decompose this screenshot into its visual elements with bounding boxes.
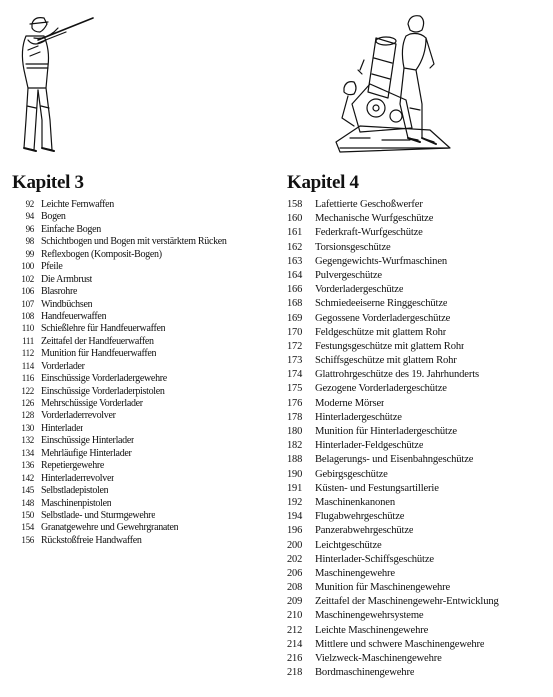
toc-entry-label: Schießlehre für Handfeuerwaffen [41,323,166,335]
toc-entry [12,322,277,334]
toc-page-number: 126 [21,398,34,408]
toc-entry-label: Vorderladerrevolver [41,410,116,422]
toc-entry [287,666,549,680]
toc-entry [12,484,277,496]
toc-page-number: 130 [21,422,34,433]
toc-page-number: 114 [21,360,34,371]
toc-entry-label: Rückstoßfreie Handwaffen [41,534,142,546]
toc-page-number: 206 [287,567,303,579]
toc-entry [12,273,277,285]
toc-page-number: 170 [287,326,303,338]
toc-page-number: 111 [22,335,34,346]
toc-entry [287,539,549,553]
toc-entry-label: Vielzweck-Maschinengewehre [315,653,442,664]
rifleman-illustration [14,10,94,155]
toc-page-number: 216 [287,653,303,664]
toc-page-number: 173 [287,355,303,367]
toc-page-number: 188 [287,454,303,466]
toc-entry [287,411,549,425]
toc-entry-label: Belagerungs- und Eisenbahngeschütze [315,454,474,466]
toc-entry-label: Maschinengewehre [315,567,395,579]
toc-entry [287,368,549,382]
toc-page-number: 218 [287,667,303,679]
toc-page-number: 122 [21,385,34,396]
toc-page-number: 163 [287,255,303,267]
toc-page-number: 134 [21,447,34,458]
toc-entry-label: Windbüchsen [41,298,93,310]
toc-entry [287,226,549,240]
mortar-crew-illustration [330,8,455,158]
toc-entry [287,269,549,283]
toc-page-number: 182 [287,440,303,452]
toc-entry-label: Munition für Maschinengewehre [315,582,451,594]
toc-page-number: 148 [21,497,34,508]
toc-entry [12,385,277,397]
toc-entry [287,652,549,666]
toc-entry-label: Gebirgsgeschütze [315,468,388,480]
toc-entry [287,425,549,439]
toc-entry-label: Maschinenpistolen [41,497,112,509]
toc-entry [12,509,277,521]
toc-entry [287,468,549,482]
chapter-3-toc-list [12,198,277,546]
toc-entry [287,609,549,623]
chapter-4-title: Kapitel 4 [287,172,359,193]
toc-entry [287,581,549,595]
toc-entry-label: Küsten- und Festungsartillerie [315,482,439,494]
toc-entry-label: Pfeile [41,261,63,273]
toc-page-number: 145 [21,485,34,496]
toc-entry-label: Pulvergeschütze [315,269,382,281]
toc-page-number: 210 [287,610,303,622]
toc-page-number: 202 [287,553,303,565]
toc-page-number: 102 [21,273,34,284]
toc-page-number: 99 [25,248,34,259]
toc-entry [287,255,549,269]
toc-entry-label: Mehrschüssige Vorderlader [41,398,143,409]
toc-entry [287,382,549,396]
toc-entry [287,524,549,538]
toc-page-number: 107 [21,298,34,309]
toc-entry [12,434,277,446]
toc-entry [12,248,277,260]
toc-entry-label: Festungsgeschütze mit glattem Rohr [315,340,465,352]
toc-entry-label: Vorderladergeschütze [315,284,404,296]
toc-entry [287,297,549,311]
toc-entry [12,223,277,235]
toc-page-number: 168 [287,298,303,310]
toc-entry [12,521,277,533]
toc-entry-label: Hinterladergeschütze [315,411,402,423]
toc-entry [12,260,277,272]
toc-entry-label: Zeittafel der Maschinengewehr-Entwicklung [315,596,499,608]
toc-page-number: 191 [287,482,303,494]
toc-entry [12,210,277,222]
toc-entry [287,624,549,638]
toc-entry-label: Federkraft-Wurfgeschütze [315,227,423,239]
toc-page-number: 166 [287,284,303,296]
toc-entry-label: Zeittafel der Handfeuerwaffen [41,335,154,347]
toc-page-number: 98 [25,236,34,247]
toc-entry [287,496,549,510]
toc-page-number: 164 [287,269,303,281]
toc-entry-label: Schiffsgeschütze mit glattem Rohr [315,355,457,367]
toc-entry-label: Flugabwehrgeschütze [315,511,405,523]
toc-entry-label: Schmiedeeiserne Ringgeschütze [315,298,448,310]
toc-entry-label: Die Armbrust [41,273,93,285]
chapter-4-toc-list [287,198,549,680]
toc-entry-label: Vorderlader [41,360,85,372]
toc-entry [287,638,549,652]
toc-page-number: 160 [287,213,303,225]
toc-entry [287,241,549,255]
toc-entry-label: Handfeuerwaffen [41,310,107,322]
toc-entry [287,212,549,226]
toc-entry-label: Munition für Handfeuerwaffen [41,348,157,360]
toc-entry-label: Schichtbogen und Bogen mit verstärktem Rücken [41,236,227,248]
toc-page-number: 150 [21,509,34,520]
toc-entry-label: Hinterlader [41,422,84,434]
toc-page-number: 176 [287,397,303,409]
toc-entry-label: Bordmaschinengewehre [315,667,415,679]
toc-entry-label: Torsionsgeschütze [315,241,391,253]
toc-entry-label: Hinterlader-Feldgeschütze [315,440,424,452]
toc-entry [287,567,549,581]
toc-entry-label: Hinterladerrevolver [41,472,115,484]
toc-entry [12,285,277,297]
toc-entry [287,439,549,453]
toc-page-number: 156 [21,534,34,545]
toc-entry-label: Leichte Fernwaffen [41,199,114,210]
toc-page-number: 175 [287,383,303,395]
toc-entry [12,198,277,210]
toc-entry [287,283,549,297]
toc-entry [12,447,277,459]
toc-entry-label: Hinterlader-Schiffsgeschütze [315,553,434,565]
toc-entry [12,360,277,372]
toc-page-number: 194 [287,511,303,523]
toc-entry [12,422,277,434]
toc-entry-label: Einfache Bogen [41,223,101,235]
toc-page-number: 94 [25,211,34,222]
toc-page-number: 169 [287,312,303,324]
toc-entry [287,397,549,411]
toc-entry-label: Blasrohre [41,286,78,298]
toc-entry-label: Panzerabwehrgeschütze [315,525,414,537]
toc-entry [287,326,549,340]
toc-entry-label: Moderne Mörser [315,397,385,409]
toc-entry-label: Bogen [41,211,66,223]
toc-page-number: 158 [287,199,303,210]
toc-entry [12,298,277,310]
toc-entry-label: Granatgewehre und Gewehrgranaten [41,522,179,534]
toc-entry-label: Einschüssige Hinterlader [41,435,135,447]
toc-entry-label: Lafettierte Geschoßwerfer [315,199,423,210]
toc-page-number: 200 [287,539,303,551]
chapter-3-section [12,172,277,546]
toc-entry-label: Mechanische Wurfgeschütze [315,213,434,225]
toc-entry-label: Maschinengewehrsysteme [315,610,424,622]
toc-page-number: 108 [21,310,34,321]
toc-entry-label: Feldgeschütze mit glattem Rohr [315,326,447,338]
toc-entry-label: Munition für Hinterladergeschütze [315,426,457,437]
toc-page-number: 116 [21,373,34,384]
toc-entry-label: Leichte Maschinengewehre [315,624,429,636]
toc-entry [12,235,277,247]
toc-page-number: 96 [25,223,34,234]
toc-entry [287,553,549,567]
toc-entry-label: Reflexbogen (Komposit-Bogen) [41,248,162,260]
toc-page-number: 162 [287,241,303,253]
toc-entry-label: Mittlere und schwere Maschinengewehre [315,638,485,650]
toc-page-number: 190 [287,468,303,480]
toc-entry [12,409,277,421]
toc-entry-label: Selbstladepistolen [41,485,109,497]
toc-entry-label: Glattrohrgeschütze des 19. Jahrhunderts [315,369,479,381]
toc-page-number: 142 [21,472,34,483]
toc-page-number: 172 [287,340,303,352]
toc-entry-label: Einschüssige Vorderladerpistolen [41,385,165,397]
toc-entry [12,472,277,484]
toc-entry [287,510,549,524]
toc-entry-label: Repetiergewehre [41,460,105,472]
toc-entry [12,534,277,546]
chapter-4-section [287,172,549,680]
toc-entry-label: Gegossene Vorderladergeschütze [315,312,451,324]
toc-entry-label: Maschinenkanonen [315,496,395,508]
toc-page-number: 174 [287,369,303,381]
toc-page-number: 110 [21,323,34,334]
toc-page-number: 112 [21,348,34,359]
toc-page-number: 212 [287,624,303,636]
toc-entry [12,310,277,322]
toc-entry [287,354,549,368]
toc-entry [12,397,277,409]
toc-page-number: 100 [21,261,34,272]
toc-entry-label: Leichtgeschütze [315,539,382,551]
toc-page-number: 128 [21,410,34,421]
toc-page-number: 106 [21,286,34,297]
toc-entry-label: Selbstlade- und Sturmgewehre [41,509,156,521]
toc-entry [287,595,549,609]
toc-entry [287,312,549,326]
toc-entry [287,453,549,467]
toc-page-number: 180 [287,426,303,437]
toc-page-number: 132 [21,435,34,446]
toc-entry [12,372,277,384]
toc-entry [12,347,277,359]
toc-page-number: 196 [287,525,303,537]
toc-page-number: 209 [287,596,303,608]
toc-page-number: 154 [21,522,34,533]
toc-entry [287,340,549,354]
toc-entry [287,198,549,212]
toc-entry-label: Einschüssige Vorderladergewehre [41,373,167,385]
toc-page-number: 208 [287,582,303,594]
toc-entry [12,335,277,347]
toc-entry-label: Gegengewichts-Wurfmaschinen [315,255,448,267]
toc-page-number: 136 [21,460,34,471]
toc-entry [12,459,277,471]
toc-page-number: 161 [287,227,303,239]
toc-page-number: 178 [287,411,303,423]
chapter-3-title: Kapitel 3 [12,172,84,193]
toc-entry [287,482,549,496]
toc-entry-label: Gezogene Vorderladergeschütze [315,383,447,395]
toc-entry-label: Mehrläufige Hinterlader [41,447,132,459]
toc-page-number: 92 [25,199,34,209]
toc-entry [12,497,277,509]
toc-page-number: 192 [287,496,303,508]
toc-page-number: 214 [287,638,303,650]
